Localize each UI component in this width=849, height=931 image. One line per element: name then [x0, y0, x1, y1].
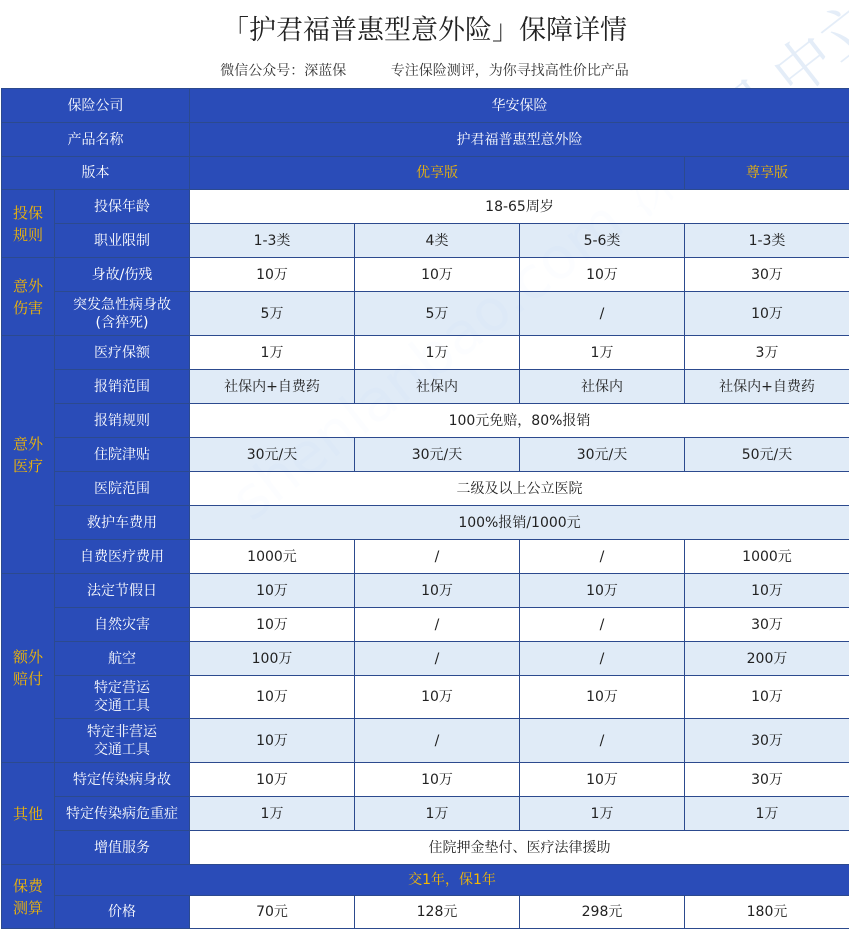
table-row: [2, 896, 849, 929]
table-row: [2, 472, 849, 506]
cell: 100万: [190, 642, 355, 676]
cell: 10万: [355, 763, 520, 797]
cell: 1万: [520, 336, 685, 370]
cell: 10万: [520, 258, 685, 292]
cell: 10万: [190, 608, 355, 642]
cell: 200万: [685, 642, 849, 676]
product-label: 产品名称: [2, 123, 190, 157]
row-label: 医疗保额: [55, 336, 190, 370]
cell: 10万: [190, 258, 355, 292]
cell: 社保内+自费药: [190, 370, 355, 404]
row-label: 救护车费用: [55, 506, 190, 540]
table-row: [2, 676, 849, 719]
company-value: 华安保险: [190, 89, 849, 123]
cell: 1-3类: [685, 224, 849, 258]
cell: 10万: [685, 676, 849, 719]
table-row: [2, 157, 849, 190]
term-banner: 交1年，保1年: [55, 865, 849, 896]
row-label: 身故/伤残: [55, 258, 190, 292]
row-label: 增值服务: [55, 831, 190, 865]
cell: 30元/天: [190, 438, 355, 472]
cell: 5-6类: [520, 224, 685, 258]
cell: 10万: [520, 574, 685, 608]
page-subtitle: 微信公众号：深蓝保 专注保险测评，为你寻找高性价比产品: [220, 63, 629, 79]
cell: 10万: [190, 763, 355, 797]
cell: 10万: [190, 574, 355, 608]
category-premium: 保费测算: [2, 865, 55, 929]
cell: 5万: [355, 292, 520, 336]
cell: 1万: [520, 797, 685, 831]
cell: /: [355, 608, 520, 642]
table-row: [2, 719, 849, 763]
table-row: [2, 865, 849, 896]
cell: /: [355, 719, 520, 763]
page-title: 「护君福普惠型意外险」保障详情: [222, 15, 627, 46]
table-row: [2, 608, 849, 642]
row-label: 法定节假日: [55, 574, 190, 608]
cell: 18-65周岁: [190, 190, 849, 224]
cell: 1万: [190, 797, 355, 831]
cell: 10万: [685, 292, 849, 336]
table-row: [2, 292, 849, 336]
cell: /: [520, 719, 685, 763]
version-label: 版本: [2, 157, 190, 190]
company-label: 保险公司: [2, 89, 190, 123]
cell: 3万: [685, 336, 849, 370]
cell: 100%报销/1000元: [190, 506, 849, 540]
cell: 1万: [355, 336, 520, 370]
row-label: 投保年龄: [55, 190, 190, 224]
cell: 10万: [355, 258, 520, 292]
cell: 30万: [685, 719, 849, 763]
cell: 10万: [520, 763, 685, 797]
row-label: 特定传染病危重症: [55, 797, 190, 831]
category-rules: 投保规则: [2, 190, 55, 258]
row-label: 特定营运 交通工具: [55, 676, 190, 719]
cell: 1万: [355, 797, 520, 831]
cell: 1-3类: [190, 224, 355, 258]
cell: 100元免赔，80%报销: [190, 404, 849, 438]
row-label: 自然灾害: [55, 608, 190, 642]
table-row: [2, 831, 849, 865]
row-label: 职业限制: [55, 224, 190, 258]
cell: 30万: [685, 258, 849, 292]
row-label: 自费医疗费用: [55, 540, 190, 574]
table-row: [2, 438, 849, 472]
table-row: [2, 506, 849, 540]
row-label: 报销规则: [55, 404, 190, 438]
cell: 1000元: [190, 540, 355, 574]
watermark: 中立: [760, 0, 849, 111]
cell: 70元: [190, 896, 355, 929]
table-row: [2, 370, 849, 404]
category-accident: 意外伤害: [2, 258, 55, 336]
cell: 128元: [355, 896, 520, 929]
table-row: [2, 574, 849, 608]
cell: 1000元: [685, 540, 849, 574]
product-value: 护君福普惠型意外险: [190, 123, 849, 157]
cell: 10万: [520, 676, 685, 719]
cell: 10万: [190, 719, 355, 763]
cell: 1万: [685, 797, 849, 831]
cell: 住院押金垫付、医疗法律援助: [190, 831, 849, 865]
table-row: [2, 123, 849, 157]
cell: 30万: [685, 608, 849, 642]
table-row: [2, 797, 849, 831]
cell: 298元: [520, 896, 685, 929]
cell: /: [520, 292, 685, 336]
cell: 30元/天: [520, 438, 685, 472]
table-row: [2, 224, 849, 258]
row-label: 特定非营运 交通工具: [55, 719, 190, 763]
cell: /: [520, 642, 685, 676]
table-row: [2, 642, 849, 676]
cell: 二级及以上公立医院: [190, 472, 849, 506]
table-row: [2, 190, 849, 224]
cell: 5万: [190, 292, 355, 336]
row-label: 报销范围: [55, 370, 190, 404]
cell: 社保内: [355, 370, 520, 404]
cell: 10万: [685, 574, 849, 608]
cell: /: [355, 540, 520, 574]
cell: /: [355, 642, 520, 676]
row-label: 价格: [55, 896, 190, 929]
cell: 1万: [190, 336, 355, 370]
cell: 社保内+自费药: [685, 370, 849, 404]
cell: 10万: [355, 574, 520, 608]
cell: 30元/天: [355, 438, 520, 472]
version-zunxiang: 尊享版: [685, 157, 849, 190]
table-row: [2, 404, 849, 438]
table-row: [2, 336, 849, 370]
cell: 社保内: [520, 370, 685, 404]
cell: /: [520, 608, 685, 642]
cell: 10万: [355, 676, 520, 719]
category-medical: 意外医疗: [2, 336, 55, 574]
row-label: 航空: [55, 642, 190, 676]
row-label: 住院津贴: [55, 438, 190, 472]
category-extra: 额外赔付: [2, 574, 55, 763]
table-row: [2, 258, 849, 292]
table-row: [2, 89, 849, 123]
row-label: 特定传染病身故: [55, 763, 190, 797]
cell: /: [520, 540, 685, 574]
version-youxiang: 优享版: [190, 157, 685, 190]
table-row: [2, 763, 849, 797]
cell: 30万: [685, 763, 849, 797]
table-row: [2, 540, 849, 574]
cell: 10万: [190, 676, 355, 719]
row-label: 医院范围: [55, 472, 190, 506]
cell: 4类: [355, 224, 520, 258]
cell: 180元: [685, 896, 849, 929]
category-other: 其他: [2, 763, 55, 865]
cell: 50元/天: [685, 438, 849, 472]
row-label: 突发急性病身故 (含猝死): [55, 292, 190, 336]
